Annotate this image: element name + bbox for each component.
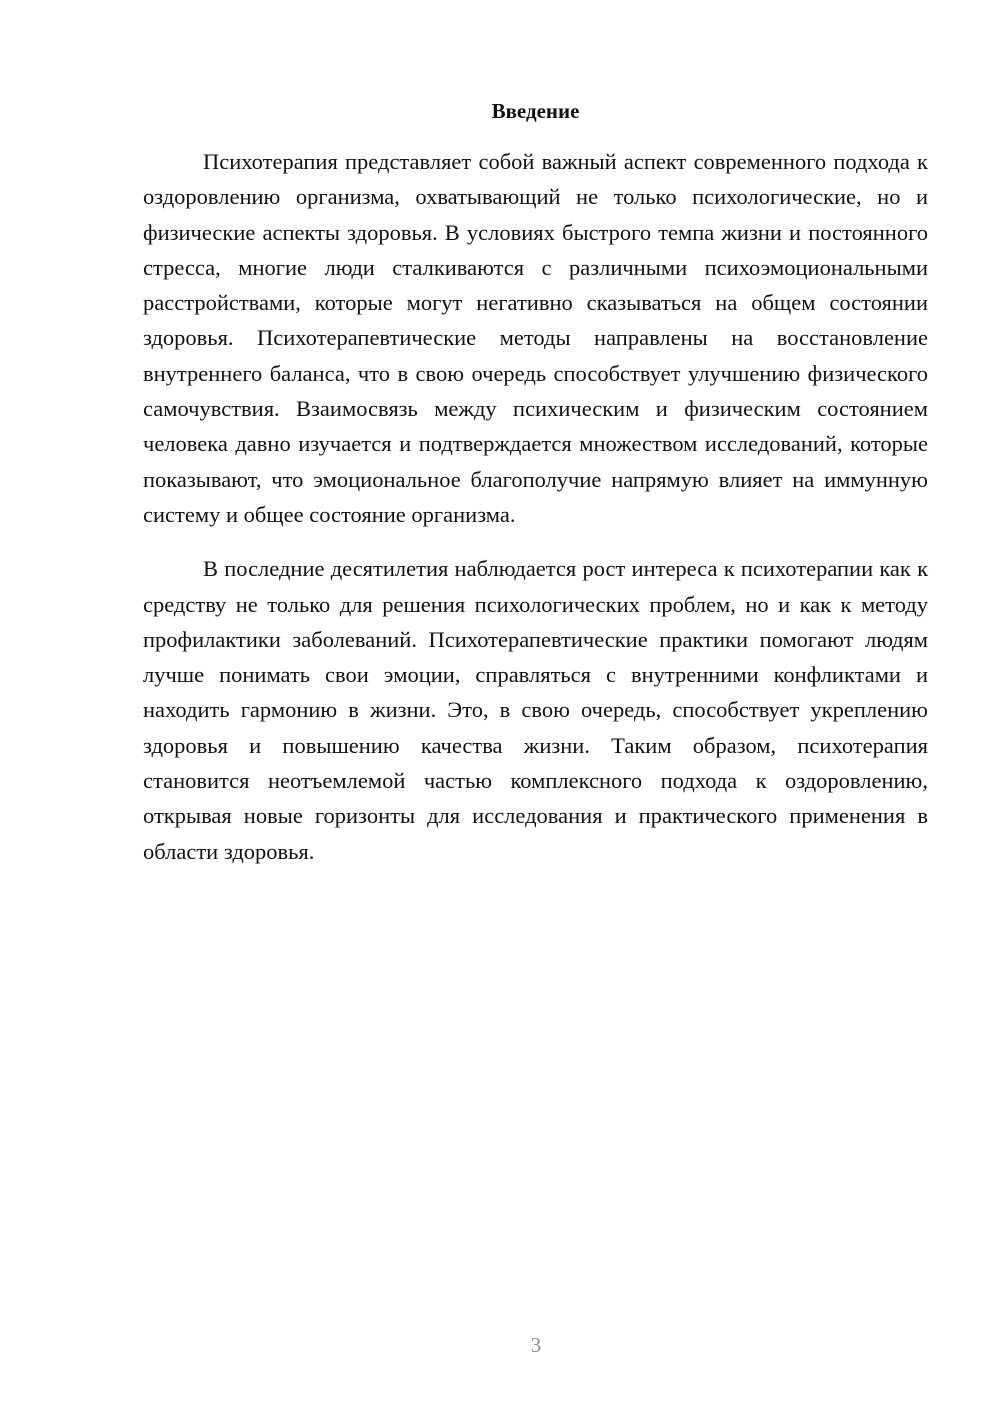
paragraph-2: В последние десятилетия наблюдается рост интереса к психотерапии как к средству не только для решения психологических проблем, но и как к методу профилактики заболеваний. Психотерапевтические практики помогают людям лучше понимать свои эмоции, справляться с внутренними конфликтами и находить гармонию в жизни. Это, в свою очередь, способствует укреплению здоровья и повышению качества жизни. Таким образом, психотерапия становится неотъемлемой частью комплексного подхода к оздоровлению, открывая новые горизонты для исследования и практического применения в области здоровья. — [143, 556, 928, 864]
page-content — [143, 96, 928, 869]
page-number: 3 — [530, 1333, 542, 1357]
paragraph-1: Психотерапия представляет собой важный аспект современного подхода к оздоровлению организма, охватывающий не только психологические, но и физические аспекты здоровья. В условиях быстрого темпа жизни и постоянного стресса, многие люди сталкиваются с различными психоэмоциональными расстройствами, которые могут негативно сказываться на общем состоянии здоровья. Психотерапевтические методы направлены на восстановление внутреннего баланса, что в свою очередь способствует улучшению физического самочувствия. Взаимосвязь между психическим и физическим состоянием человека давно изучается и подтверждается множеством исследований, которые показывают, что эмоциональное благополучие напрямую влияет на иммунную систему и общее состояние организма. — [143, 149, 928, 527]
section-heading: Введение — [491, 99, 580, 123]
